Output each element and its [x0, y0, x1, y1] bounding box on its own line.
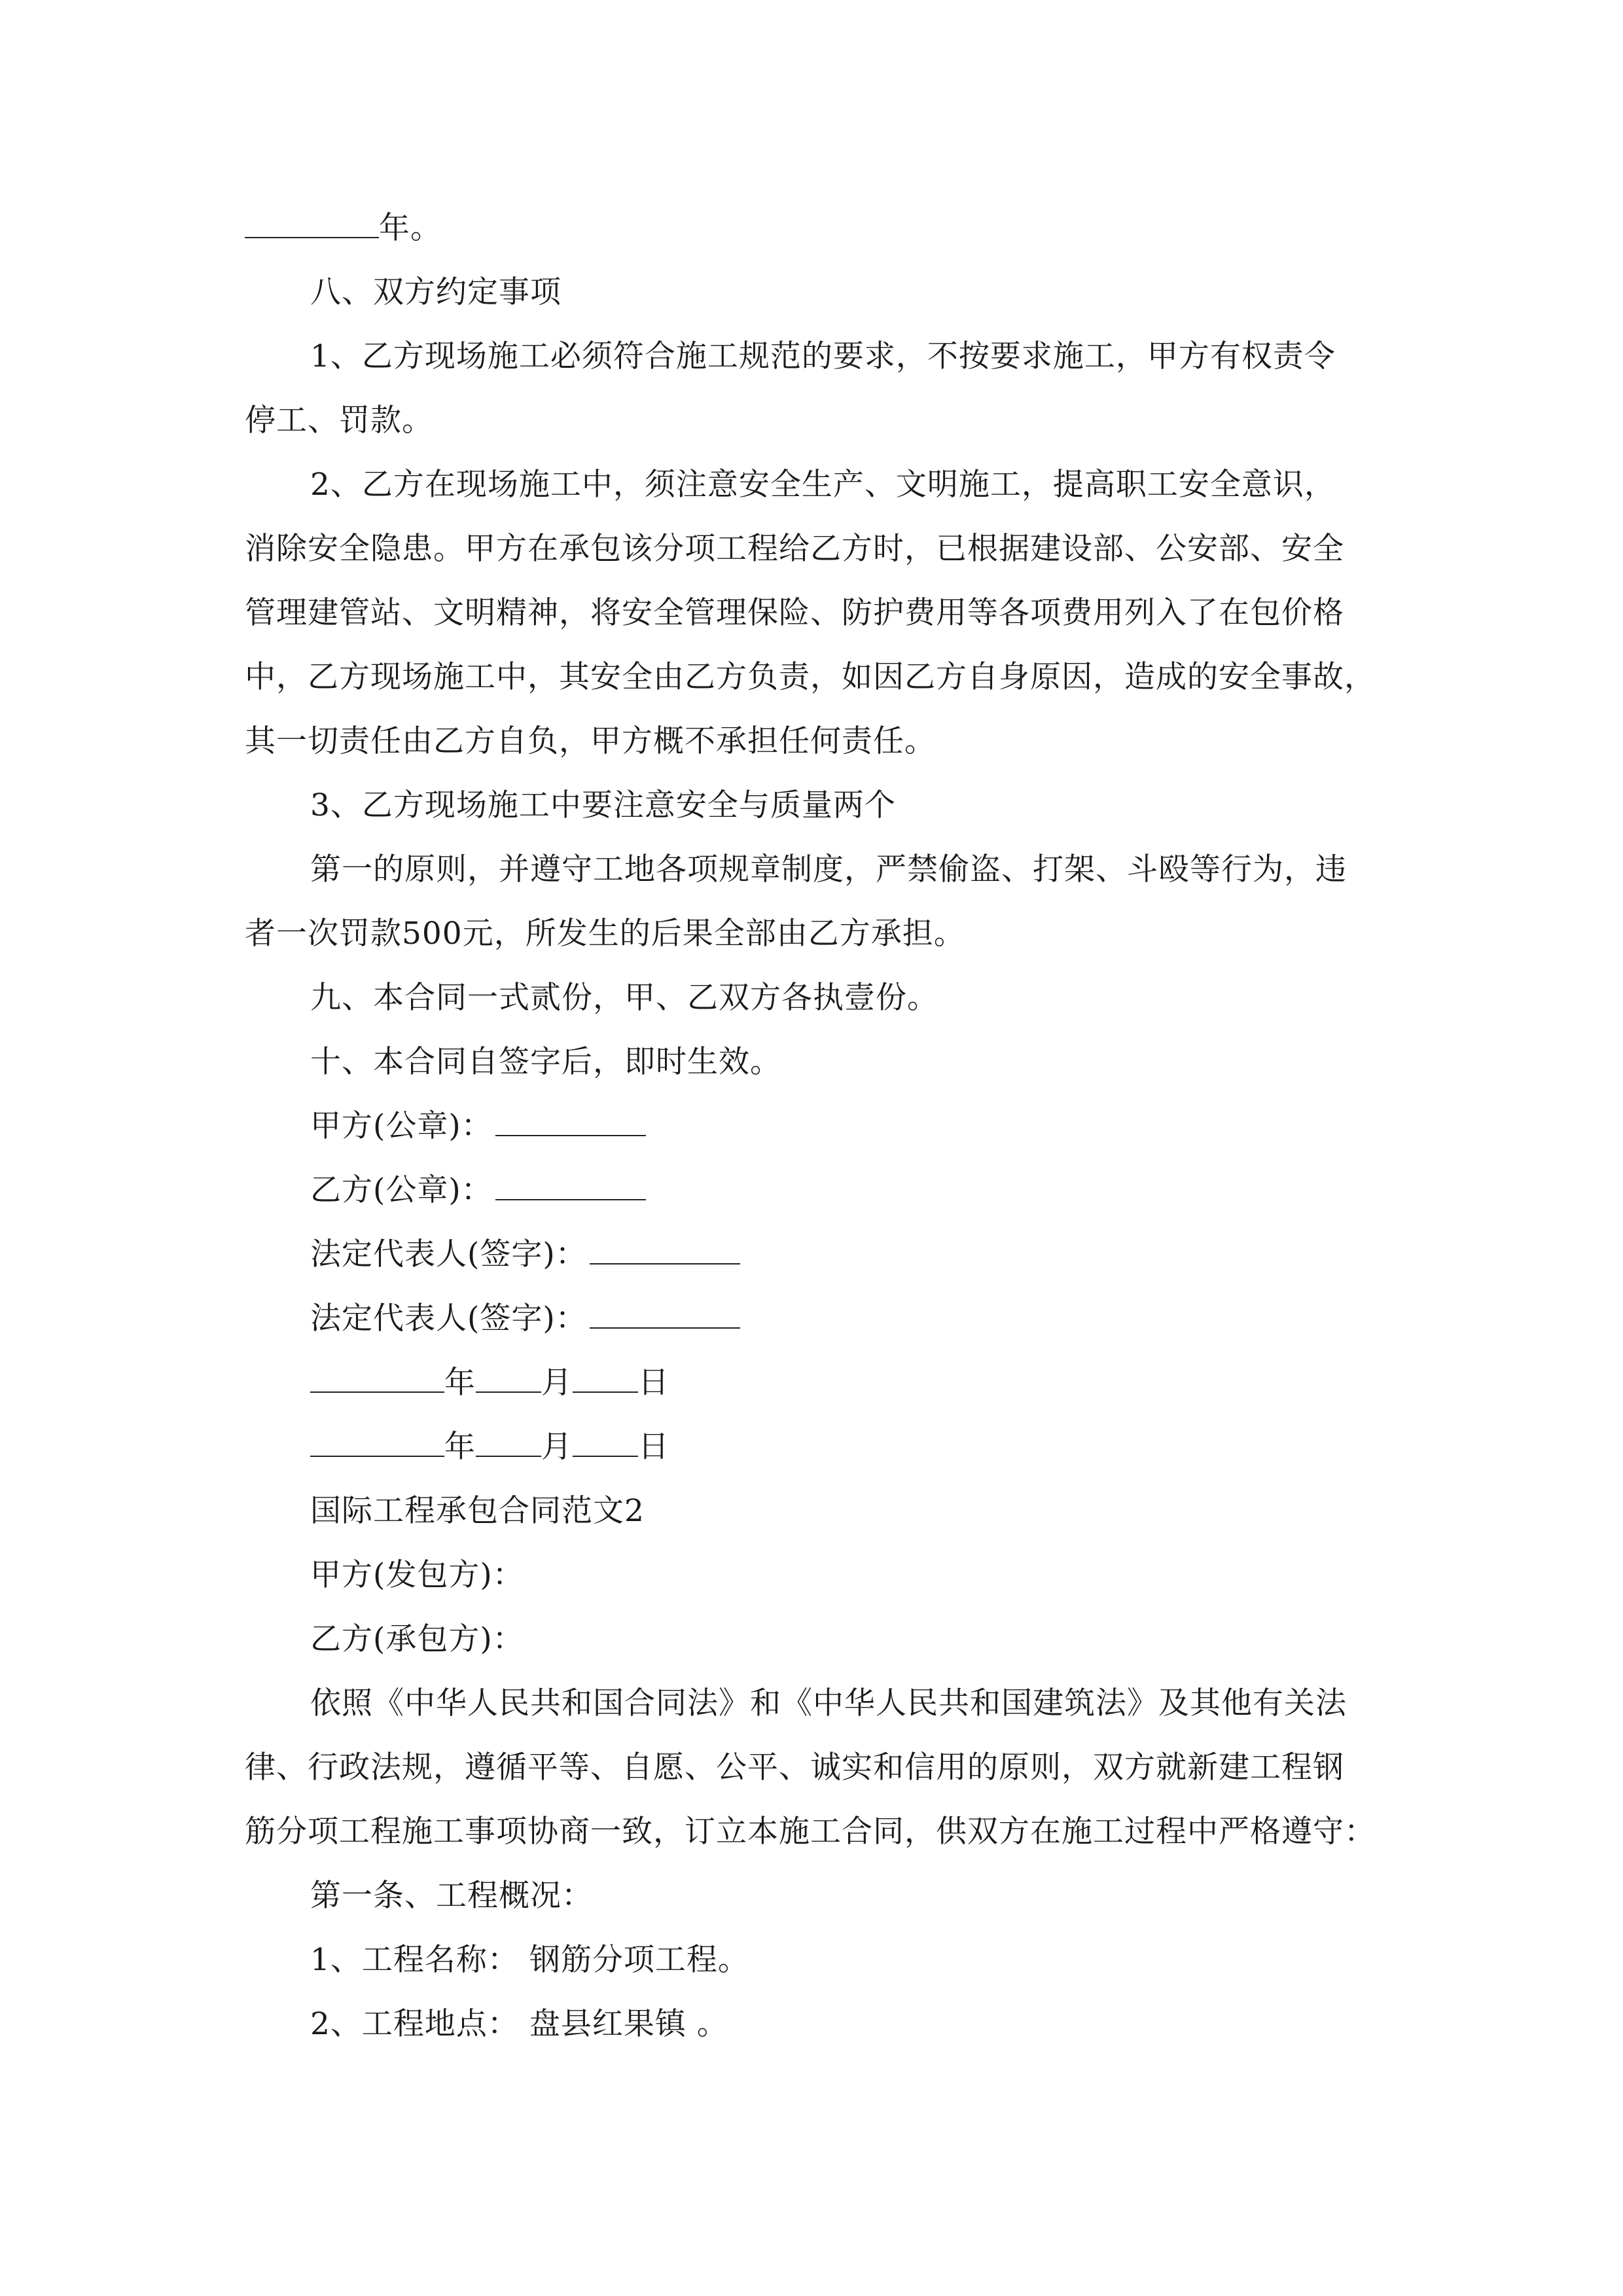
signature-field [495, 1109, 646, 1136]
paragraph-line: 筋分项工程施工事项协商一致，订立本施工合同，供双方在施工过程中严格遵守： [245, 1814, 1376, 1850]
party-b-seal-line: 乙方(公章)： [245, 1158, 1381, 1223]
legal-rep-signature-line: 法定代表人(签字)： [245, 1287, 1381, 1351]
section-heading: 八、双方约定事项 [310, 274, 562, 310]
date-year-field [310, 1429, 444, 1457]
date-day-field [573, 1429, 638, 1457]
project-location-line: 2、工程地点： 盘县红果镇 。 [310, 2006, 728, 2042]
party-a-seal-line: 甲方(公章)： [245, 1094, 1381, 1158]
date-line: 年 月 日 [245, 1351, 1381, 1415]
legal-rep-signature-line: 法定代表人(签字)： [245, 1223, 1381, 1287]
paragraph-line: 第一的原则，并遵守工地各项规章制度，严禁偷盗、打架、斗殴等行为，违 [310, 852, 1347, 888]
paragraph-line: 中，乙方现场施工中，其安全由乙方负责，如因乙方自身原因，造成的安全事故， [245, 659, 1376, 695]
project-name-line: 1、工程名称： 钢筋分项工程。 [310, 1942, 749, 1978]
paragraph-line: 3、乙方现场施工中要注意安全与质量两个 [310, 787, 896, 823]
date-year-field [310, 1365, 444, 1393]
section-heading: 九、本合同一式贰份，甲、乙双方各执壹份。 [310, 980, 938, 1016]
paragraph-line: 者一次罚款500元，所发生的后果全部由乙方承担。 [245, 916, 965, 952]
date-line: 年 月 日 [245, 1415, 1381, 1479]
paragraph-line: 管理建管站、文明精神，将安全管理保险、防护费用等各项费用列入了在包价格 [245, 595, 1344, 631]
document-title: 国际工程承包合同范文2 [310, 1493, 645, 1529]
paragraph-line: 依照《中华人民共和国合同法》和《中华人民共和国建筑法》及其他有关法 [310, 1685, 1347, 1721]
paragraph-line: 消除安全隐患。甲方在承包该分项工程给乙方时，已根据建设部、公安部、安全 [245, 531, 1344, 567]
paragraph-line: 其一切责任由乙方自负，甲方概不承担任何责任。 [245, 723, 936, 759]
party-a-label: 甲方(发包方)： [310, 1557, 524, 1593]
signature-field [495, 1173, 646, 1200]
paragraph-line: 律、行政法规，遵循平等、自愿、公平、诚实和信用的原则，双方就新建工程钢 [245, 1749, 1344, 1785]
date-month-field [476, 1365, 541, 1393]
signature-field [590, 1301, 740, 1329]
paragraph-line: 1、乙方现场施工必须符合施工规范的要求，不按要求施工，甲方有权责令 [310, 338, 1336, 374]
date-month-field [476, 1429, 541, 1457]
signature-field [590, 1237, 740, 1265]
party-b-label: 乙方(承包方)： [310, 1621, 524, 1657]
contract-text [245, 196, 1381, 2056]
blank-field [245, 211, 379, 238]
article-heading: 第一条、工程概况： [310, 1878, 593, 1914]
date-day-field [573, 1365, 638, 1393]
paragraph-line: 停工、罚款。 [245, 403, 433, 439]
paragraph-line: 2、乙方在现场施工中，须注意安全生产、文明施工，提高职工安全意识， [310, 467, 1336, 503]
section-heading: 十、本合同自签字后，即时生效。 [310, 1044, 781, 1080]
year-term-line: 年。 [245, 196, 1381, 260]
